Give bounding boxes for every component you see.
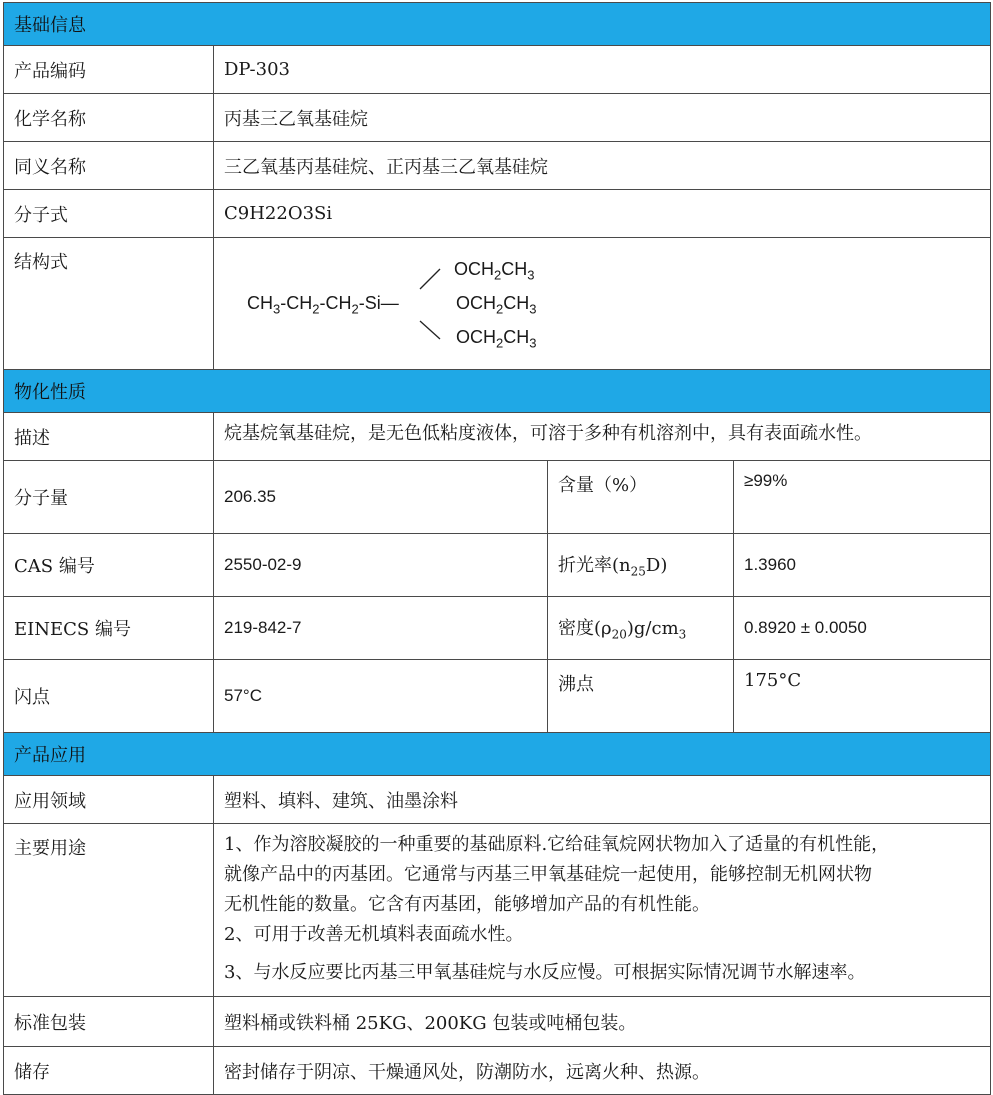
ethoxy-group-3: $OCH_2CH_3$ — [456, 326, 537, 351]
density-label: 密度$(\rho_{20})g/cm_3$ — [548, 597, 734, 660]
use-line: 2、可用于改善无机填料表面疏水性。 — [224, 924, 524, 945]
content-value: ≥99% — [734, 461, 991, 534]
ethoxy-group-2: $OCH_2CH_3$ — [456, 292, 537, 317]
synonym-label: 同义名称 — [4, 142, 214, 190]
row-description — [4, 413, 991, 461]
chemical-name-label: 化学名称 — [4, 94, 214, 142]
flash-point-label: 闪点 — [4, 660, 214, 733]
row-chemical-name — [4, 94, 991, 142]
formula-chain: $CH_3-CH_2-CH_2-Si—$ — [247, 292, 399, 317]
section-title: 物化性质 — [4, 370, 991, 413]
use-line: 无机性能的数量。它含有丙基团，能够增加产品的有机性能。 — [224, 894, 710, 915]
use-line: 1、作为溶胶凝胶的一种重要的基础原料.它给硅氧烷网状物加入了适量的有机性能， — [224, 834, 890, 855]
cas-label: CAS 编号 — [4, 534, 214, 597]
main-use-value — [214, 824, 991, 997]
einecs-label: EINECS 编号 — [4, 597, 214, 660]
row-einecs — [4, 597, 991, 660]
description-value: 烷基烷氧基硅烷，是无色低粘度液体，可溶于多种有机溶剂中，具有表面疏水性。 — [214, 413, 991, 461]
cas-value: 2550-02-9 — [214, 534, 548, 597]
section-title: 基础信息 — [4, 3, 991, 46]
mw-label: 分子量 — [4, 461, 214, 534]
density-value: 0.8920 ± 0.0050 — [734, 597, 991, 660]
row-product-code — [4, 46, 991, 94]
row-structure — [4, 238, 991, 370]
row-storage — [4, 1047, 991, 1095]
boiling-point-value: 175°C — [734, 660, 991, 733]
section-title: 产品应用 — [4, 733, 991, 776]
packaging-value: 塑料桶或铁料桶 25KG、200KG 包装或吨桶包装。 — [214, 997, 991, 1047]
description-label: 描述 — [4, 413, 214, 461]
use-line: 就像产品中的丙基团。它通常与丙基三甲氧基硅烷一起使用，能够控制无机网状物 — [224, 864, 872, 885]
flash-point-value: 57°C — [214, 660, 548, 733]
structural-formula — [214, 245, 990, 363]
synonym-value: 三乙氧基丙基硅烷、正丙基三乙氧基硅烷 — [214, 142, 991, 190]
row-packaging — [4, 997, 991, 1047]
formula-value: C9H22O3Si — [214, 190, 991, 238]
storage-label: 储存 — [4, 1047, 214, 1095]
structure-cell — [214, 238, 991, 370]
section-header-basic — [4, 3, 991, 46]
structure-label: 结构式 — [4, 238, 214, 370]
row-flash-point — [4, 660, 991, 733]
row-synonym — [4, 142, 991, 190]
product-code-value: DP-303 — [214, 46, 991, 94]
main-use-label: 主要用途 — [4, 824, 214, 997]
packaging-label: 标准包装 — [4, 997, 214, 1047]
einecs-value: 219-842-7 — [214, 597, 548, 660]
row-molecular-weight — [4, 461, 991, 534]
boiling-point-label: 沸点 — [548, 660, 734, 733]
use-line: 3、与水反应要比丙基三甲氧基硅烷与水反应慢。可根据实际情况调节水解速率。 — [224, 962, 866, 983]
storage-value: 密封储存于阴凉、干燥通风处，防潮防水，远离火种、热源。 — [214, 1047, 991, 1095]
product-spec-table — [3, 2, 991, 1095]
chemical-name-value: 丙基三乙氧基硅烷 — [214, 94, 991, 142]
field-label: 应用领域 — [4, 776, 214, 824]
row-application-field — [4, 776, 991, 824]
refractive-index-value: 1.3960 — [734, 534, 991, 597]
row-cas — [4, 534, 991, 597]
ethoxy-group-1: $OCH_2CH_3$ — [454, 258, 535, 283]
formula-bonds — [414, 259, 450, 355]
field-value: 塑料、填料、建筑、油墨涂料 — [214, 776, 991, 824]
mw-value: 206.35 — [214, 461, 548, 534]
formula-label: 分子式 — [4, 190, 214, 238]
row-main-use — [4, 824, 991, 997]
content-label: 含量（%） — [548, 461, 734, 534]
section-header-application — [4, 733, 991, 776]
section-header-physical — [4, 370, 991, 413]
row-molecular-formula — [4, 190, 991, 238]
product-code-label: 产品编码 — [4, 46, 214, 94]
refractive-index-label: 折光率$(n_{25}D)$ — [548, 534, 734, 597]
